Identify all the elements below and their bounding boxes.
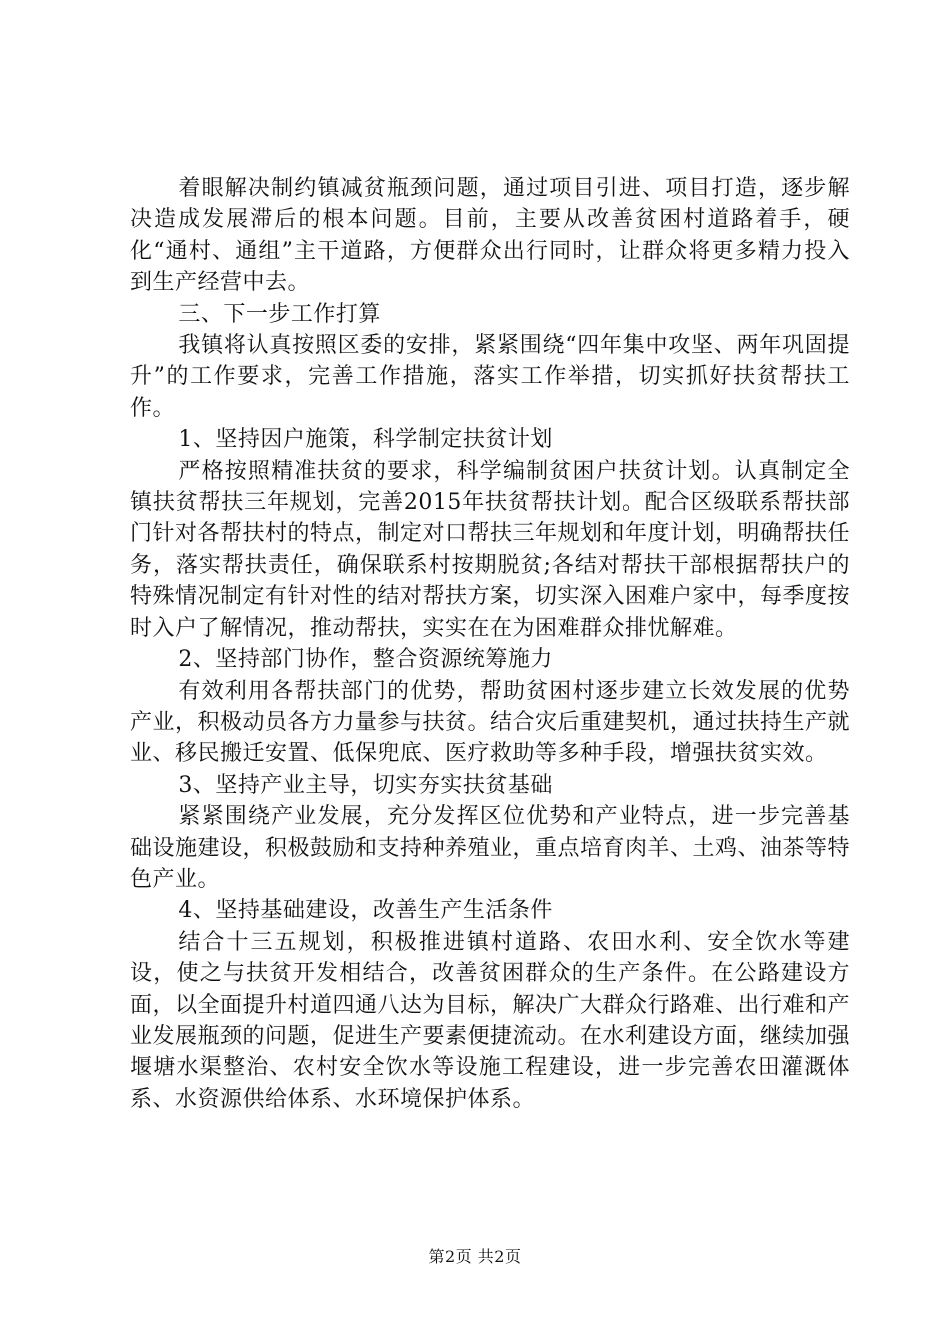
page-number-footer: 第2页 共2页 <box>428 1247 522 1266</box>
document-body <box>130 173 850 1115</box>
subsection-heading: 1、坚持因户施策，科学制定扶贫计划 <box>178 427 553 453</box>
subsection-heading: 2、坚持部门协作，整合资源统筹施力 <box>178 647 553 673</box>
paragraph: 严格按照精准扶贫的要求，科学编制贫困户扶贫计划。认真制定全镇扶贫帮扶三年规划，完善2015年扶贫帮扶计划。配合区级联系帮扶部门针对各帮扶村的特点，制定对口帮扶三年规划和年度计划，明确帮扶任务，落实帮扶责任，确保联系村按期脱贫;各结对帮扶干部根据帮扶户的特殊情况制定有针对性的结对帮扶方案，切实深入困难户家中，每季度按时入户了解情况，推动帮扶，实实在在为困难群众排忧解难。 <box>130 458 851 641</box>
paragraph: 紧紧围绕产业发展，充分发挥区位优势和产业特点，进一步完善基础设施建设，积极鼓励和支持种养殖业，重点培育肉羊、土鸡、油茶等特色产业。 <box>130 804 851 892</box>
paragraph: 有效利用各帮扶部门的优势，帮助贫困村逐步建立长效发展的优势产业，积极动员各方力量参与扶贫。结合灾后重建契机，通过扶持生产就业、移民搬迁安置、低保兜底、医疗救助等多种手段，增强扶贫实效。 <box>130 678 851 767</box>
paragraph: 着眼解决制约镇减贫瓶颈问题，通过项目引进、项目打造，逐步解决造成发展滞后的根本问题。目前，主要从改善贫困村道路着手，硬化“通村、通组”主干道路，方便群众出行同时，让群众将更多精力投入到生产经营中去。 <box>130 176 850 296</box>
subsection-heading: 3、坚持产业主导，切实夯实扶贫基础 <box>178 772 553 798</box>
section-heading: 三、下一步工作打算 <box>178 301 381 327</box>
subsection-heading: 4、坚持基础建设，改善生产生活条件 <box>178 898 553 924</box>
paragraph: 结合十三五规划，积极推进镇村道路、农田水利、安全饮水等建设，使之与扶贫开发相结合，改善贫困群众的生产条件。在公路建设方面，以全面提升村道四通八达为目标，解决广大群众行路难、出行难和产业发展瓶颈的问题，促进生产要素便捷流动。在水利建设方面，继续加强堰塘水渠整治、农村安全饮水等设施工程建设，进一步完善农田灌溉体系、水资源供给体系、水环境保护体系。 <box>130 929 851 1112</box>
paragraph: 我镇将认真按照区委的安排，紧紧围绕“四年集中攻坚、两年巩固提升”的工作要求，完善工作措施，落实工作举措，切实抓好扶贫帮扶工作。 <box>130 333 850 421</box>
